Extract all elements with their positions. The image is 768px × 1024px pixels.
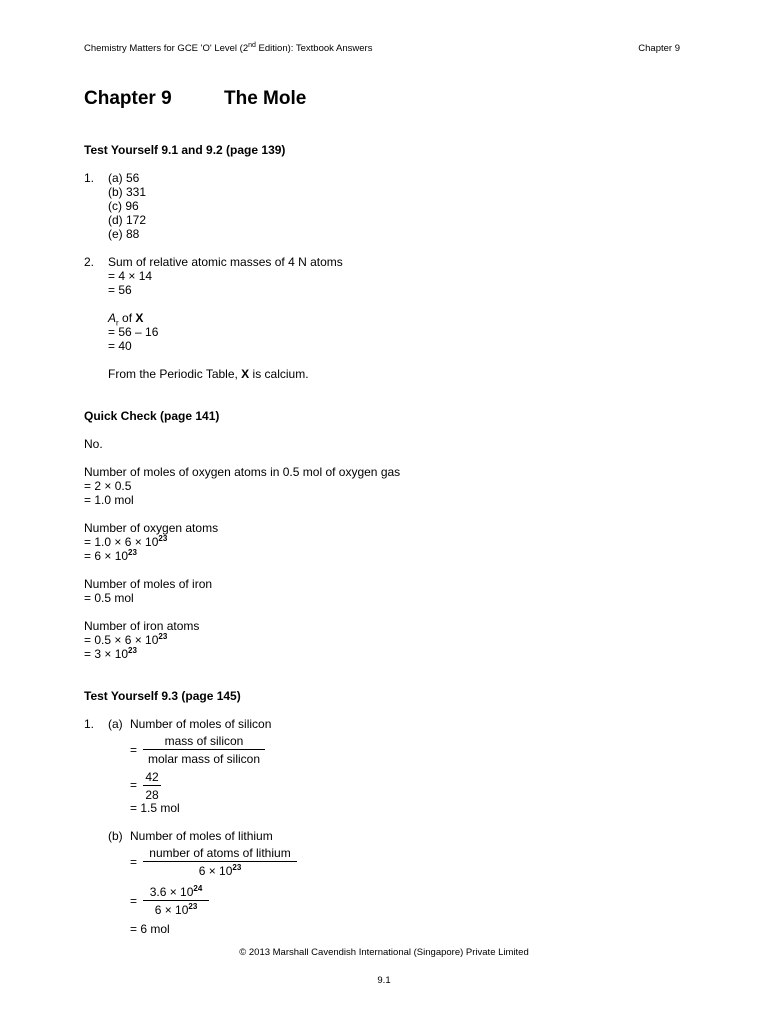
fraction-atoms-over-avogadro xyxy=(143,846,297,878)
fraction-mass-over-molar-mass xyxy=(143,734,265,766)
denominator xyxy=(143,862,297,878)
header-chapter: Chapter 9 xyxy=(638,43,680,54)
part-a-result: = 1.5 mol xyxy=(130,801,180,815)
equals-sign: = xyxy=(130,743,138,757)
copyright: © 2013 Marshall Cavendish International (Singapore) Private Limited xyxy=(239,947,529,958)
qc-expr: = 3 × 10 xyxy=(84,647,129,661)
part-b-text: Number of moles of lithium xyxy=(130,829,273,843)
q2-line: Sum of relative atomic masses of 4 N atoms xyxy=(108,255,343,269)
qc-expr: = 1.0 × 6 × 10 xyxy=(84,535,159,549)
exponent: 23 xyxy=(128,548,137,557)
numerator: 42 xyxy=(143,770,161,786)
ar-symbol: A xyxy=(108,311,117,325)
exponent: 23 xyxy=(232,863,242,872)
element-x: X xyxy=(241,367,250,381)
part-b-result: = 6 mol xyxy=(130,922,170,936)
q2-conclusion xyxy=(108,367,309,381)
conclusion-text: From the Periodic Table, xyxy=(108,367,242,381)
ar-subscript: r xyxy=(116,318,119,328)
element-x: X xyxy=(135,311,144,325)
part-label-a: (a) xyxy=(108,717,123,731)
qc-line xyxy=(84,535,167,549)
denominator-text: 6 × 10 xyxy=(198,864,233,878)
numerator: mass of silicon xyxy=(143,734,265,750)
qc-line xyxy=(84,549,137,563)
ar-of: of xyxy=(118,311,136,325)
qc-line: Number of iron atoms xyxy=(84,619,200,633)
denominator: molar mass of silicon xyxy=(147,752,261,766)
qc-line: Number of moles of iron xyxy=(84,577,213,591)
equals-sign: = xyxy=(130,894,138,908)
q1-item: (b) 331 xyxy=(108,185,147,199)
q1-number: 1. xyxy=(84,717,95,731)
exponent: 24 xyxy=(193,884,203,893)
numerator: number of atoms of lithium xyxy=(143,846,297,862)
section-heading-3: Test Yourself 9.3 (page 145) xyxy=(84,689,241,703)
q1-item: (a) 56 xyxy=(108,171,140,185)
section-heading-1: Test Yourself 9.1 and 9.2 (page 139) xyxy=(84,143,286,157)
qc-line: = 2 × 0.5 xyxy=(84,479,132,493)
header-text-suffix: Edition): Textbook Answers xyxy=(255,43,373,54)
chapter-title: The Mole xyxy=(224,88,307,109)
exponent: 23 xyxy=(188,902,198,911)
section-heading-2: Quick Check (page 141) xyxy=(84,409,220,423)
qc-line: = 1.0 mol xyxy=(84,493,134,507)
qc-line: Number of moles of oxygen atoms in 0.5 mol of oxygen gas xyxy=(84,465,401,479)
numerator-text: 3.6 × 10 xyxy=(149,885,194,899)
qc-line: Number of oxygen atoms xyxy=(84,521,219,535)
header-text: Chemistry Matters for GCE 'O' Level (2 xyxy=(84,43,249,54)
exponent: 23 xyxy=(128,646,137,655)
q1-number: 1. xyxy=(84,171,95,185)
numerator xyxy=(143,885,209,901)
denominator xyxy=(143,901,209,917)
page-number: 9.1 xyxy=(377,975,391,986)
header-sup: nd xyxy=(248,41,256,49)
q2-line: = 56 – 16 xyxy=(108,325,159,339)
part-a-text: Number of moles of silicon xyxy=(130,717,272,731)
q1-item: (e) 88 xyxy=(108,227,140,241)
fraction-3.6e24-over-6e23 xyxy=(143,885,209,917)
qc-line: = 0.5 mol xyxy=(84,591,134,605)
conclusion-text: is calcium. xyxy=(249,367,309,381)
equals-sign: = xyxy=(130,778,138,792)
answer-no: No. xyxy=(84,437,103,451)
equals-sign: = xyxy=(130,855,138,869)
q1-item: (d) 172 xyxy=(108,213,147,227)
q2-number: 2. xyxy=(84,255,95,269)
q1-item: (c) 96 xyxy=(108,199,139,213)
q2-line: = 56 xyxy=(108,283,132,297)
qc-expr: = 6 × 10 xyxy=(84,549,129,563)
q2-line: = 4 × 14 xyxy=(108,269,153,283)
part-label-b: (b) xyxy=(108,829,123,843)
chapter-number: Chapter 9 xyxy=(84,88,172,109)
qc-line xyxy=(84,633,167,647)
q2-line: = 40 xyxy=(108,339,132,353)
exponent: 23 xyxy=(158,534,168,543)
denominator-text: 6 × 10 xyxy=(154,903,189,917)
fraction-42-over-28 xyxy=(143,770,161,802)
exponent: 23 xyxy=(158,632,168,641)
qc-expr: = 0.5 × 6 × 10 xyxy=(84,633,159,647)
qc-line xyxy=(84,647,137,661)
running-header xyxy=(84,43,372,54)
ar-line xyxy=(108,311,144,328)
denominator: 28 xyxy=(145,788,159,802)
